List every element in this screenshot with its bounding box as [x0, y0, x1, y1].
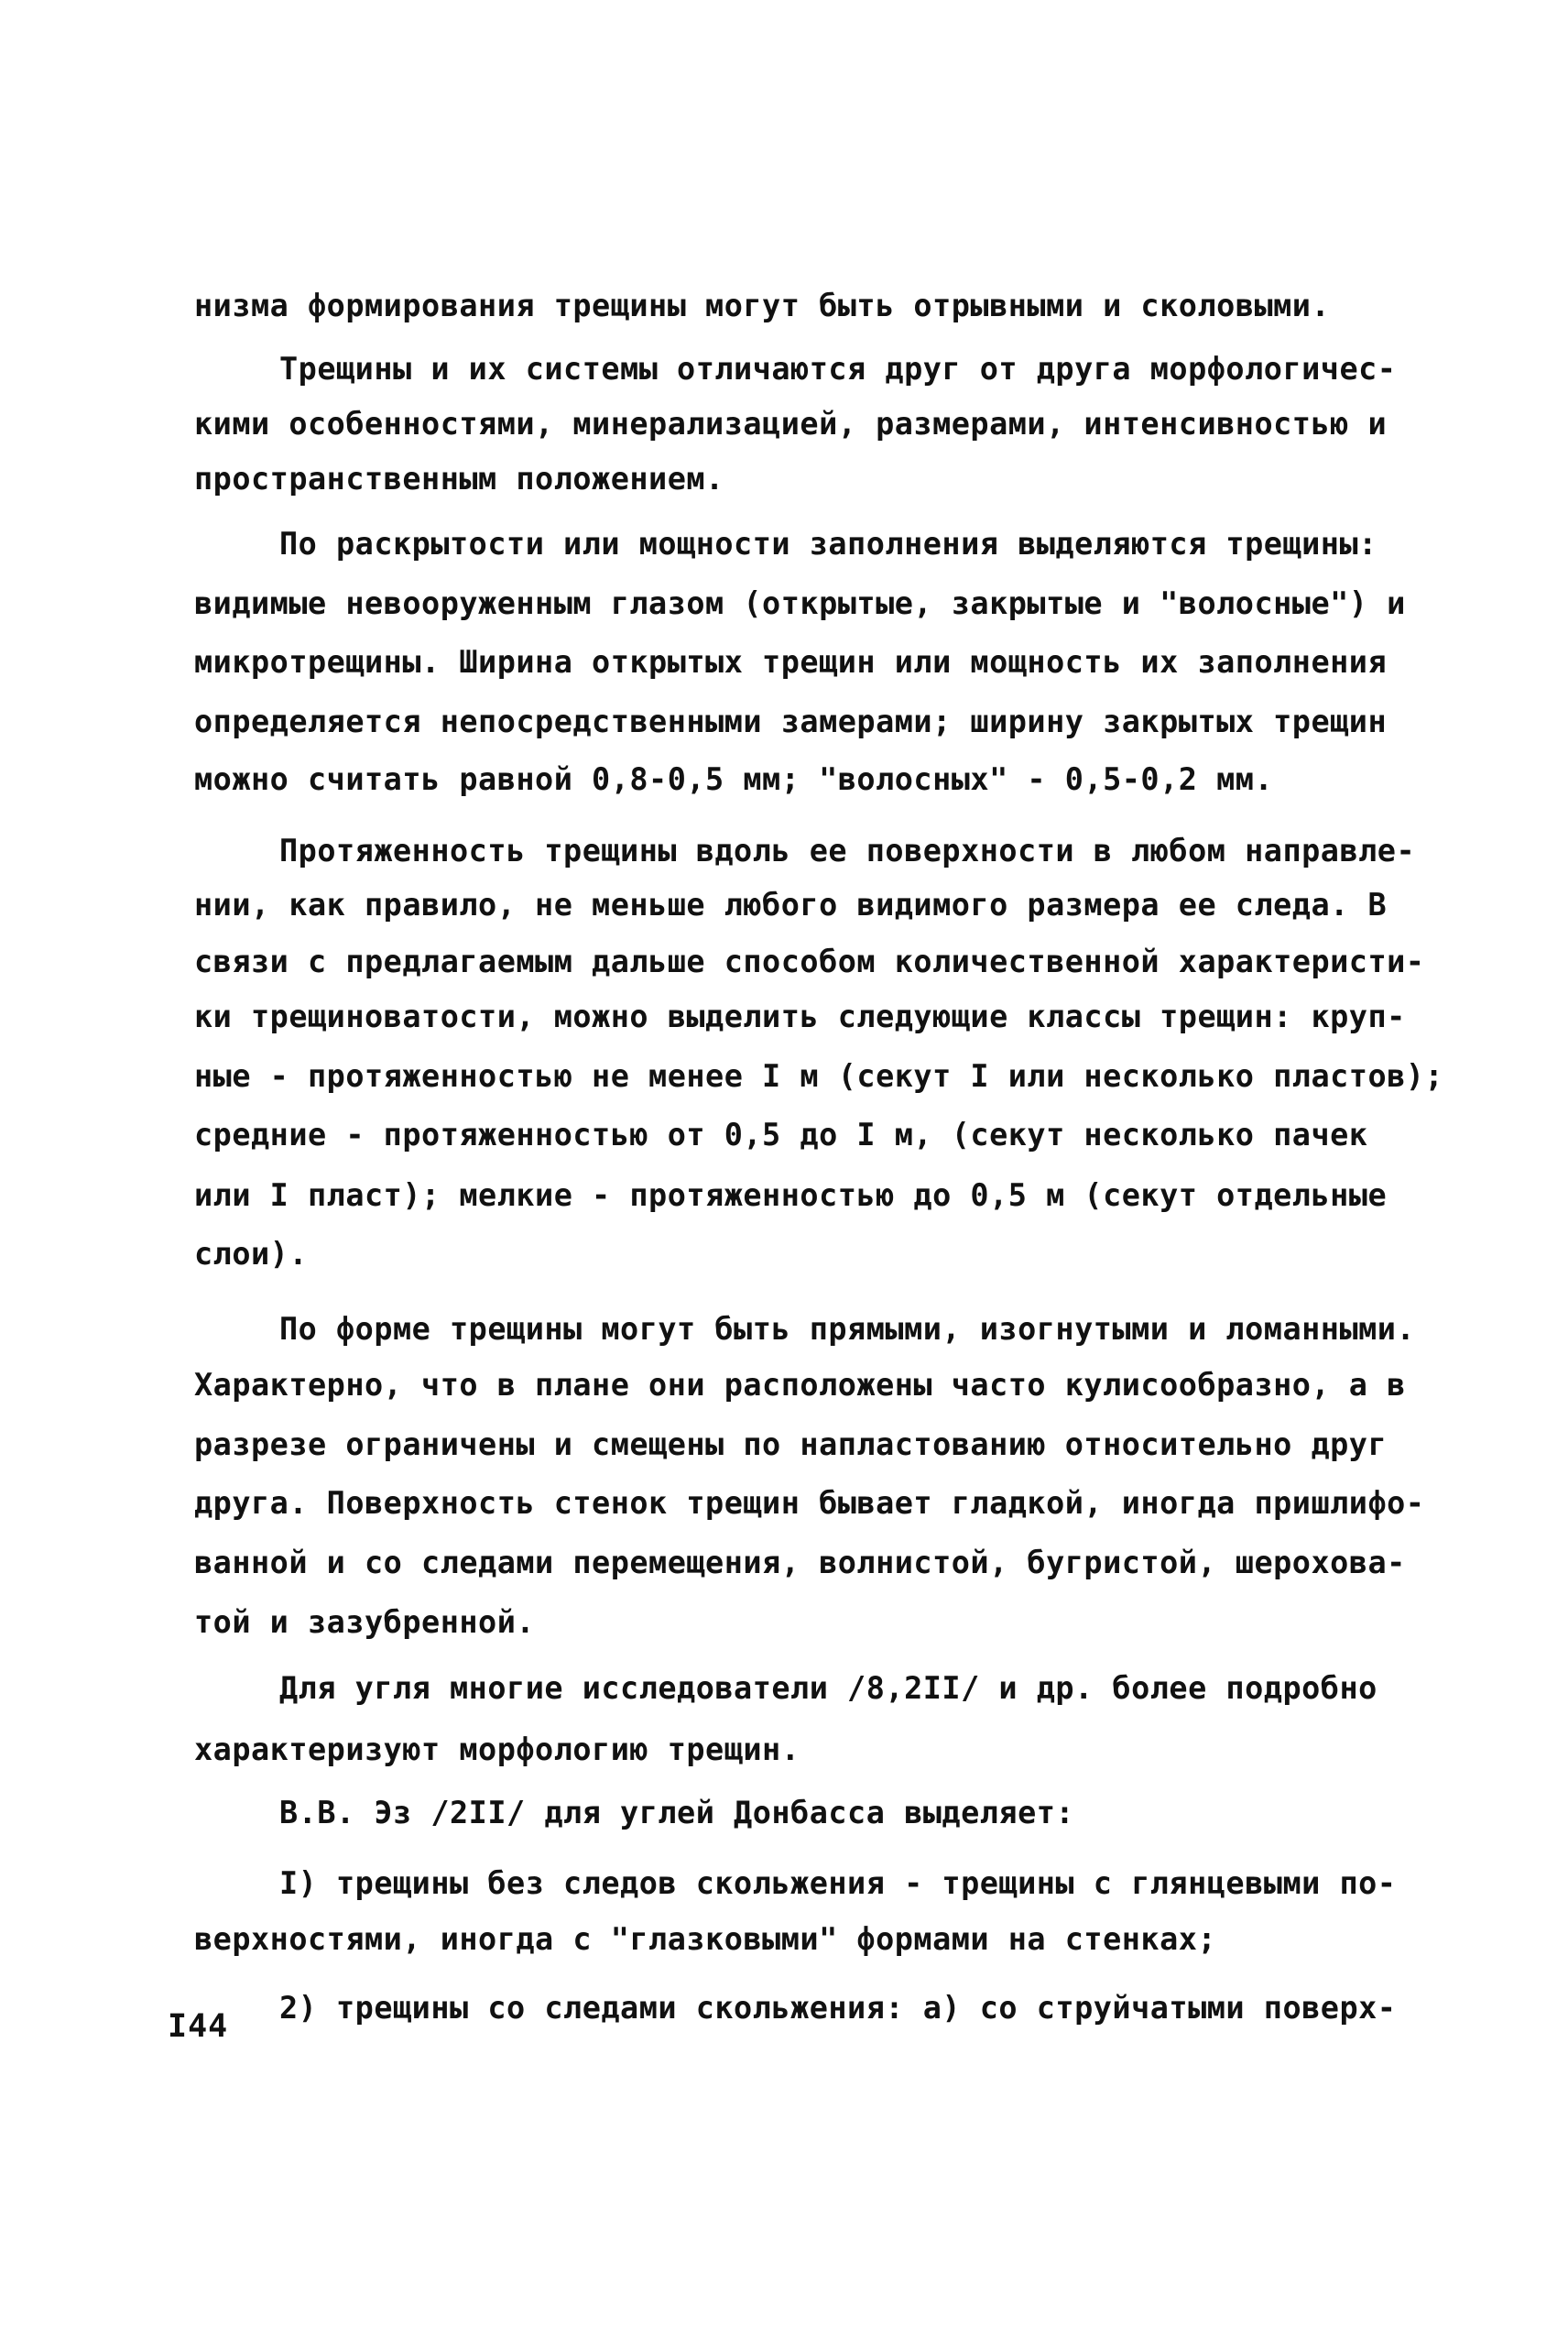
paragraph-line-2: Трещины и их системы отличаются друг от друга морфологичес- [279, 351, 1397, 387]
paragraph-line-24: Для угля многие исследователи /8,2II/ и др. более подробно [279, 1670, 1377, 1706]
text-line-7: микротрещины. Ширина открытых трещин или мощность их заполнения [194, 644, 1388, 680]
text-line-22: ванной и со следами перемещения, волнистой, бугристой, шерохова- [194, 1545, 1406, 1580]
text-line-21: друга. Поверхность стенок трещин бывает гладкой, иногда пришлифо- [194, 1485, 1425, 1521]
text-line-20: разрезе ограничены и смещены по напластованию относительно друг [194, 1426, 1388, 1462]
text-line-17: слои). [194, 1236, 309, 1272]
text-line-8: определяется непосредственными замерами; ширину закрытых трещин [194, 704, 1388, 739]
text-line-15: средние - протяженностью от 0,5 до I м, (секут несколько пачек [194, 1117, 1368, 1153]
text-line-3: кими особенностями, минерализацией, размерами, интенсивностью и [194, 406, 1388, 442]
text-line-13: ки трещиноватости, можно выделить следующие классы трещин: круп- [194, 999, 1406, 1034]
paragraph-line-5: По раскрытости или мощности заполнения выделяются трещины: [279, 526, 1377, 562]
text-line-6: видимые невооруженным глазом (открытые, закрытые и "волосные") и [194, 585, 1406, 621]
paragraph-line-18: По форме трещины могут быть прямыми, изогнутыми и ломанными. [279, 1311, 1416, 1347]
text-line-11: нии, как правило, не меньше любого видимого размера ее следа. В [194, 887, 1388, 923]
text-line-1: низма формирования трещины могут быть отрывными и сколовыми. [194, 288, 1331, 323]
page-number: I44 [168, 2008, 229, 2045]
text-line-9: можно считать равной 0,8-0,5 мм; "волосных" - 0,5-0,2 мм. [194, 761, 1274, 797]
text-line-16: или I пласт); мелкие - протяженностью до 0,5 м (секут отдельные [194, 1177, 1388, 1213]
text-line-25: характеризуют морфологию трещин. [194, 1732, 800, 1767]
paragraph-line-10: Протяженность трещины вдоль ее поверхности в любом направле- [279, 833, 1416, 869]
paragraph-line-26: В.В. Эз /2II/ для углей Донбасса выделяет: [279, 1795, 1075, 1830]
text-line-23: той и зазубренной. [194, 1604, 536, 1640]
text-line-28: верхностями, иногда с "глазковыми" формами на стенках; [194, 1921, 1217, 1957]
text-line-12: связи с предлагаемым дальше способом количественной характеристи- [194, 944, 1425, 979]
paragraph-line-29: 2) трещины со следами скольжения: а) со струйчатыми поверх- [279, 1990, 1397, 2026]
text-line-19: Характерно, что в плане они расположены часто кулисообразно, а в [194, 1367, 1406, 1403]
paragraph-line-27: I) трещины без следов скольжения - трещины с глянцевыми по- [279, 1865, 1397, 1901]
text-line-4: пространственным положением. [194, 461, 724, 497]
text-line-14: ные - протяженностью не менее I м (секут I или несколько пластов); [194, 1058, 1444, 1094]
